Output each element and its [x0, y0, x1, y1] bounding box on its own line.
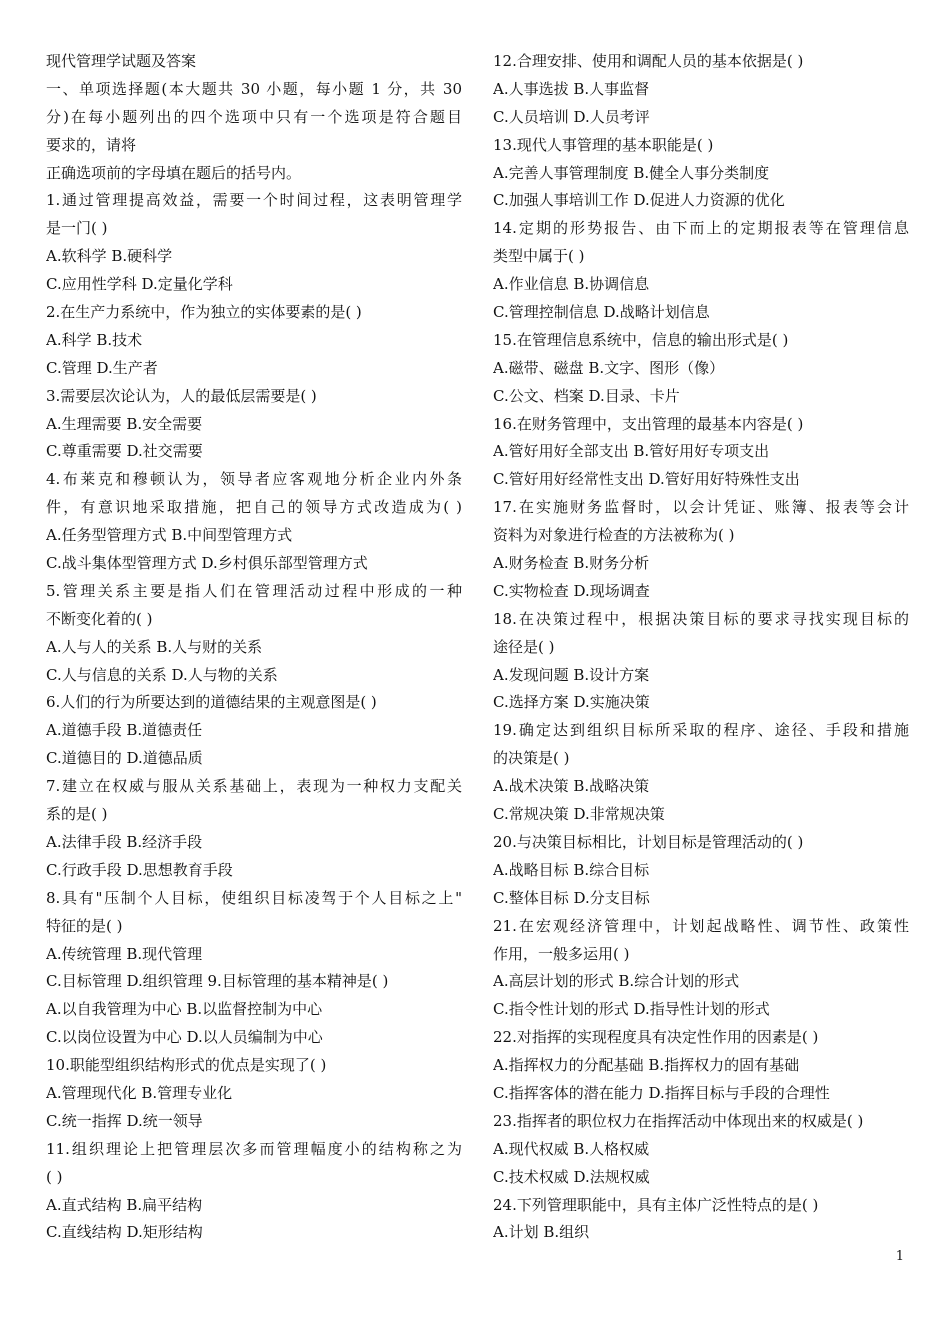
text-line: 正确选项前的字母填在题后的括号内。 — [46, 163, 302, 182]
text-line: 22.对指挥的实现程度具有决定性作用的因素是( ) — [493, 1028, 819, 1047]
text-line: C.常规决策 D.非常规决策 — [493, 805, 665, 824]
text-line: C.目标管理 D.组织管理 9.目标管理的基本精神是( ) — [46, 972, 389, 991]
text-line: C.选择方案 D.实施决策 — [493, 693, 650, 712]
text-line: C.管理 D.生产者 — [46, 358, 158, 377]
text-line: C.应用性学科 D.定量化学科 — [46, 275, 233, 294]
text-line: 6.人们的行为所要达到的道德结果的主观意图是( ) — [46, 693, 377, 712]
text-line: A.高层计划的形式 B.综合计划的形式 — [493, 972, 740, 991]
left-text-column — [46, 48, 462, 1247]
text-line: 一、单项选择题(本大题共 30 小题，每小题 1 分，共 30 — [46, 79, 462, 98]
text-line: 17.在实施财务监督时，以会计凭证、账簿、报表等会计 — [493, 498, 909, 517]
text-line: 2.在生产力系统中，作为独立的实体要素的是( ) — [46, 303, 362, 322]
text-line: A.人与人的关系 B.人与财的关系 — [46, 637, 263, 656]
text-line: C.尊重需要 D.社交需要 — [46, 442, 203, 461]
text-line: 15.在管理信息系统中，信息的输出形式是( ) — [493, 330, 789, 349]
text-line: C.指挥客体的潜在能力 D.指挥目标与手段的合理性 — [493, 1083, 830, 1102]
text-line: C.人与信息的关系 D.人与物的关系 — [46, 665, 278, 684]
text-line: 14.定期的形势报告、由下而上的定期报表等在管理信息 — [493, 219, 909, 238]
text-line: 10.职能型组织结构形式的优点是实现了( ) — [46, 1056, 327, 1075]
text-line: 系的是( ) — [46, 805, 108, 824]
text-line: 24.下列管理职能中，具有主体广泛性特点的是( ) — [493, 1195, 819, 1214]
text-line: 现代管理学试题及答案 — [46, 52, 197, 70]
text-line: C.管理控制信息 D.战略计划信息 — [493, 303, 710, 322]
text-line: C.人员培训 D.人员考评 — [493, 107, 650, 126]
text-line: 18.在决策过程中，根据决策目标的要求寻找实现目标的 — [493, 609, 909, 628]
text-line: C.管好用好经常性支出 D.管好用好特殊性支出 — [493, 470, 800, 489]
text-line: 件，有意识地采取措施，把自己的领导方式改造成为( ) — [46, 498, 462, 517]
text-line: 11.组织理论上把管理层次多而管理幅度小的结构称之为 — [46, 1139, 462, 1158]
text-line: A.财务检查 B.财务分析 — [493, 554, 650, 573]
text-line: 19.确定达到组织目标所采取的程序、途径、手段和措施 — [493, 721, 909, 740]
text-line: 途径是( ) — [493, 637, 555, 656]
text-line: A.以自我管理为中心 B.以监督控制为中心 — [46, 1000, 323, 1019]
text-line: A.任务型管理方式 B.中间型管理方式 — [46, 526, 293, 545]
text-line: 不断变化着的( ) — [46, 609, 153, 628]
text-line: 13.现代人事管理的基本职能是( ) — [493, 135, 714, 154]
text-line: A.人事选拔 B.人事监督 — [493, 79, 650, 98]
text-line: 是一门( ) — [46, 219, 108, 238]
text-line: ( ) — [46, 1167, 63, 1186]
text-line: 8.具有"压制个人目标，使组织目标凌驾于个人目标之上" — [46, 888, 462, 907]
text-line: A.软科学 B.硬科学 — [46, 247, 173, 266]
text-line: 类型中属于( ) — [493, 247, 585, 266]
text-line: C.直线结构 D.矩形结构 — [46, 1223, 203, 1242]
text-line: C.技术权威 D.法规权威 — [493, 1167, 650, 1186]
text-line: A.道德手段 B.道德责任 — [46, 721, 203, 740]
text-line: 12.合理安排、使用和调配人员的基本依据是( ) — [493, 52, 804, 70]
text-line: C.统一指挥 D.统一领导 — [46, 1111, 203, 1130]
text-line: C.以岗位设置为中心 D.以人员编制为中心 — [46, 1028, 323, 1047]
text-line: A.完善人事管理制度 B.健全人事分类制度 — [493, 163, 770, 182]
text-line: 特征的是( ) — [46, 916, 123, 935]
text-line: 4.布莱克和穆顿认为，领导者应客观地分析企业内外条 — [46, 470, 462, 489]
text-line: A.磁带、磁盘 B.文字、图形（像） — [493, 358, 725, 377]
text-line: A.战术决策 B.战略决策 — [493, 777, 650, 796]
text-line: C.指令性计划的形式 D.指导性计划的形式 — [493, 1000, 770, 1019]
text-line: 21.在宏观经济管理中，计划起战略性、调节性、政策性 — [493, 916, 909, 935]
text-line: 1.通过管理提高效益，需要一个时间过程，这表明管理学 — [46, 191, 462, 210]
text-line: A.作业信息 B.协调信息 — [493, 275, 650, 294]
text-line: 3.需要层次论认为，人的最低层需要是( ) — [46, 386, 317, 405]
right-text-column — [493, 48, 909, 1247]
text-line: 5.管理关系主要是指人们在管理活动过程中形成的一种 — [46, 581, 462, 600]
text-line: C.道德目的 D.道德品质 — [46, 749, 203, 768]
text-line: A.战略目标 B.综合目标 — [493, 860, 650, 879]
text-line: 分)在每小题列出的四个选项中只有一个选项是符合题目 — [46, 107, 462, 126]
text-line: 作用，一般多运用( ) — [493, 944, 630, 963]
text-line: A.计划 B.组织 — [493, 1223, 590, 1242]
text-line: A.管好用好全部支出 B.管好用好专项支出 — [493, 442, 770, 461]
text-line: A.直式结构 B.扁平结构 — [46, 1195, 203, 1214]
text-line: 资料为对象进行检查的方法被称为( ) — [493, 526, 735, 545]
text-line: A.发现问题 B.设计方案 — [493, 665, 650, 684]
text-line: A.传统管理 B.现代管理 — [46, 944, 203, 963]
text-line: A.科学 B.技术 — [46, 330, 143, 349]
text-line: 20.与决策目标相比，计划目标是管理活动的( ) — [493, 832, 804, 851]
text-line: C.战斗集体型管理方式 D.乡村俱乐部型管理方式 — [46, 554, 368, 573]
text-line: C.实物检查 D.现场调查 — [493, 581, 650, 600]
text-line: A.指挥权力的分配基础 B.指挥权力的固有基础 — [493, 1056, 800, 1075]
text-line: C.整体目标 D.分支目标 — [493, 888, 650, 907]
text-line: A.管理现代化 B.管理专业化 — [46, 1083, 233, 1102]
text-line: A.法律手段 B.经济手段 — [46, 832, 203, 851]
page-number: 1 — [895, 1249, 904, 1264]
text-line: 要求的，请将 — [46, 135, 137, 154]
text-line: 23.指挥者的职位权力在指挥活动中体现出来的权威是( ) — [493, 1111, 864, 1130]
text-line: A.生理需要 B.安全需要 — [46, 414, 203, 433]
text-line: A.现代权威 B.人格权威 — [493, 1139, 650, 1158]
text-line: C.公文、档案 D.目录、卡片 — [493, 386, 680, 405]
text-line: C.行政手段 D.思想教育手段 — [46, 860, 233, 879]
text-line: 7.建立在权威与服从关系基础上，表现为一种权力支配关 — [46, 777, 462, 796]
text-line: C.加强人事培训工作 D.促进人力资源的优化 — [493, 191, 785, 210]
text-line: 16.在财务管理中，支出管理的最基本内容是( ) — [493, 414, 804, 433]
text-line: 的决策是( ) — [493, 749, 570, 768]
